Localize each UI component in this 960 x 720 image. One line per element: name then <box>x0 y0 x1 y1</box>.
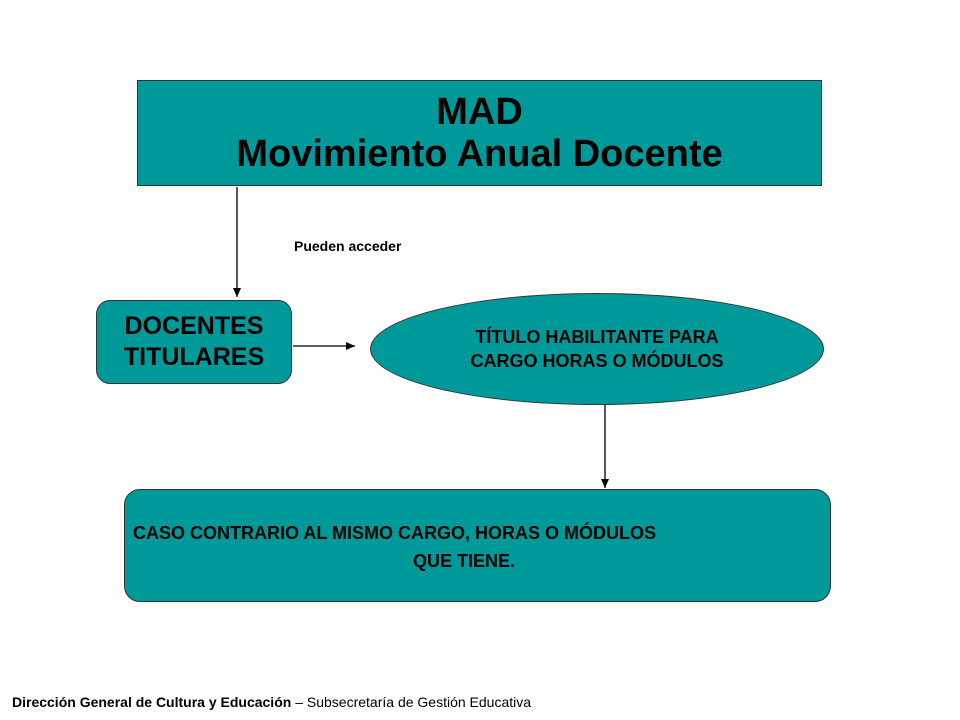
node-titulo-habilitante <box>370 293 824 405</box>
node-titulo-line-1: TÍTULO HABILITANTE PARA <box>475 327 719 347</box>
node-docentes-titulares <box>96 300 292 384</box>
node-caso-contrario <box>124 489 831 602</box>
node-caso-line-1: CASO CONTRARIO AL MISMO CARGO, HORAS O MÓDULOS <box>133 523 657 543</box>
footer-separator: – <box>291 694 307 710</box>
node-caso-line-2: QUE TIENE. <box>413 551 516 571</box>
node-docentes-line-2: TITULARES <box>123 343 265 371</box>
footer-dept: Subsecretaría de Gestión Educativa <box>306 694 532 710</box>
footer-org: Dirección General de Cultura y Educación <box>12 694 292 710</box>
node-titulo-line-2: CARGO HORAS O MÓDULOS <box>470 351 724 371</box>
title-line-2: Movimiento Anual Docente <box>236 133 723 175</box>
node-docentes-line-1: DOCENTES <box>124 312 264 340</box>
title-box <box>137 80 822 186</box>
title-line-1: MAD <box>436 91 523 133</box>
footer <box>12 694 531 710</box>
edge-label-pueden-acceder: Pueden acceder <box>294 238 402 254</box>
